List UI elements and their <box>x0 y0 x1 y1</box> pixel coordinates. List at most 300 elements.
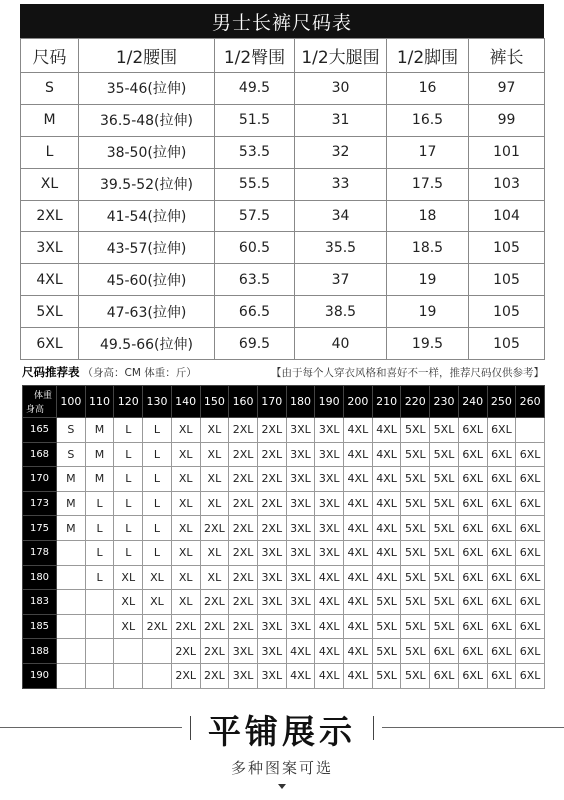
recommended-size-cell: 6XL <box>458 467 487 492</box>
weight-header-cell: 230 <box>430 386 459 418</box>
recommended-size-cell: 2XL <box>171 614 200 639</box>
size-chart-cell: 35.5 <box>295 232 387 264</box>
recommended-size-cell: XL <box>200 491 229 516</box>
recommended-size-cell: XL <box>114 614 143 639</box>
recommended-size-cell: 3XL <box>257 565 286 590</box>
recommended-size-cell: 6XL <box>487 565 516 590</box>
recommended-size-cell: 5XL <box>372 663 401 688</box>
recommended-size-cell: 4XL <box>344 590 373 615</box>
recommended-size-cell: 2XL <box>229 442 258 467</box>
height-row <box>23 565 545 590</box>
weight-header-cell: 210 <box>372 386 401 418</box>
size-chart-cell: 49.5-66(拉伸) <box>79 328 215 360</box>
recommended-size-cell: XL <box>171 467 200 492</box>
recommended-size-cell: 4XL <box>344 614 373 639</box>
recommended-size-cell: 5XL <box>401 442 430 467</box>
col-header-leg-opening: 1/2脚围 <box>387 39 469 73</box>
recommended-size-cell: 3XL <box>286 590 315 615</box>
size-chart-row <box>21 328 545 360</box>
size-chart-cell: 32 <box>295 136 387 168</box>
size-chart-cell: 37 <box>295 264 387 296</box>
recommended-size-cell: 5XL <box>401 565 430 590</box>
recommended-size-cell: 3XL <box>286 442 315 467</box>
height-header-cell: 178 <box>23 540 57 565</box>
recommended-size-cell: 5XL <box>401 663 430 688</box>
recommended-size-cell: M <box>57 516 86 541</box>
recommended-size-cell: 4XL <box>315 565 344 590</box>
size-chart-cell: 101 <box>469 136 545 168</box>
recommended-size-cell: 3XL <box>315 516 344 541</box>
weight-header-cell: 170 <box>257 386 286 418</box>
recommended-size-cell: 5XL <box>372 614 401 639</box>
recommended-size-cell: 6XL <box>458 418 487 443</box>
size-chart-row <box>21 73 545 105</box>
recommended-size-cell: L <box>114 418 143 443</box>
height-row <box>23 467 545 492</box>
recommended-size-cell: 6XL <box>487 540 516 565</box>
recommended-size-cell: 5XL <box>430 590 459 615</box>
recommended-size-cell: 2XL <box>171 639 200 664</box>
recommended-size-cell: XL <box>171 540 200 565</box>
recommended-size-cell: 3XL <box>315 418 344 443</box>
recommendation-title: 尺码推荐表 <box>22 365 80 379</box>
recommended-size-cell: 4XL <box>344 663 373 688</box>
recommended-size-cell: L <box>143 540 172 565</box>
recommended-size-cell: 4XL <box>372 491 401 516</box>
recommended-size-cell: M <box>85 418 114 443</box>
recommended-size-cell: 4XL <box>286 663 315 688</box>
recommended-size-cell: L <box>143 442 172 467</box>
recommended-size-cell: 2XL <box>257 442 286 467</box>
recommended-size-cell: 4XL <box>315 639 344 664</box>
weight-header-cell: 200 <box>344 386 373 418</box>
size-chart-cell: 33 <box>295 168 387 200</box>
size-chart-cell: 19.5 <box>387 328 469 360</box>
size-chart-cell: 30 <box>295 73 387 105</box>
size-chart-cell: 51.5 <box>215 104 295 136</box>
recommended-size-cell: 2XL <box>257 491 286 516</box>
recommended-size-cell: 6XL <box>516 663 545 688</box>
recommended-size-cell: 3XL <box>257 639 286 664</box>
size-chart-cell: 31 <box>295 104 387 136</box>
weight-header-cell: 260 <box>516 386 545 418</box>
recommended-size-cell: 6XL <box>458 639 487 664</box>
recommended-size-cell: XL <box>171 491 200 516</box>
recommended-size-cell <box>57 590 86 615</box>
recommended-size-cell: XL <box>171 442 200 467</box>
recommended-size-cell: 4XL <box>344 467 373 492</box>
recommended-size-cell: 5XL <box>401 516 430 541</box>
recommended-size-cell: S <box>57 418 86 443</box>
recommended-size-cell: 6XL <box>458 590 487 615</box>
recommended-size-cell: 2XL <box>229 491 258 516</box>
recommended-size-cell: XL <box>171 565 200 590</box>
height-row <box>23 614 545 639</box>
recommended-size-cell: 5XL <box>401 590 430 615</box>
recommended-size-cell <box>85 663 114 688</box>
recommended-size-cell: L <box>85 491 114 516</box>
recommended-size-cell <box>57 565 86 590</box>
recommended-size-cell: XL <box>143 565 172 590</box>
recommended-size-cell: 6XL <box>487 442 516 467</box>
height-header-cell: 183 <box>23 590 57 615</box>
corner-cell <box>23 386 57 418</box>
recommended-size-cell: 4XL <box>315 614 344 639</box>
recommended-size-cell: 2XL <box>200 639 229 664</box>
weight-header-row <box>23 386 545 418</box>
recommended-size-cell: 4XL <box>372 516 401 541</box>
recommended-size-cell: 6XL <box>516 491 545 516</box>
recommended-size-cell: 4XL <box>344 565 373 590</box>
size-chart-cell: 104 <box>469 200 545 232</box>
recommended-size-cell: 5XL <box>430 491 459 516</box>
recommended-size-cell: 5XL <box>430 614 459 639</box>
height-header-cell: 165 <box>23 418 57 443</box>
recommended-size-cell: 2XL <box>229 590 258 615</box>
recommended-size-cell: 2XL <box>143 614 172 639</box>
recommended-size-cell: L <box>114 516 143 541</box>
recommended-size-cell: 6XL <box>516 467 545 492</box>
weight-header-cell: 110 <box>85 386 114 418</box>
recommended-size-cell: 3XL <box>286 540 315 565</box>
size-chart-cell: 45-60(拉伸) <box>79 264 215 296</box>
recommendation-note: 【由于每个人穿衣风格和喜好不一样，推荐尺码仅供参考】 <box>271 366 544 379</box>
recommended-size-cell: 5XL <box>430 467 459 492</box>
size-chart-cell: 105 <box>469 232 545 264</box>
recommended-size-cell: 2XL <box>200 590 229 615</box>
recommended-size-cell: 4XL <box>344 491 373 516</box>
weight-header-cell: 100 <box>57 386 86 418</box>
size-chart-cell: M <box>21 104 79 136</box>
size-chart-cell: 105 <box>469 296 545 328</box>
recommended-size-cell: 2XL <box>229 418 258 443</box>
size-chart-row <box>21 136 545 168</box>
size-chart-cell: 16 <box>387 73 469 105</box>
recommended-size-cell: XL <box>171 516 200 541</box>
recommended-size-cell: XL <box>171 418 200 443</box>
recommended-size-cell <box>57 540 86 565</box>
recommended-size-cell: M <box>85 467 114 492</box>
recommended-size-cell: XL <box>171 590 200 615</box>
recommended-size-cell: 2XL <box>200 614 229 639</box>
weight-header-cell: 240 <box>458 386 487 418</box>
recommended-size-cell <box>143 663 172 688</box>
recommended-size-cell: 2XL <box>229 614 258 639</box>
size-chart-cell: 3XL <box>21 232 79 264</box>
arrow-down-icon <box>278 784 286 789</box>
size-chart-cell: 34 <box>295 200 387 232</box>
recommended-size-cell: 5XL <box>372 639 401 664</box>
recommended-size-cell: 6XL <box>458 614 487 639</box>
size-chart-cell: 18.5 <box>387 232 469 264</box>
recommended-size-cell: L <box>143 467 172 492</box>
size-chart-cell: 53.5 <box>215 136 295 168</box>
size-chart-cell: 16.5 <box>387 104 469 136</box>
size-chart-cell: 17 <box>387 136 469 168</box>
recommended-size-cell: 3XL <box>315 442 344 467</box>
recommended-size-cell: L <box>143 418 172 443</box>
recommended-size-cell: 5XL <box>430 565 459 590</box>
recommended-size-cell: 6XL <box>458 491 487 516</box>
recommended-size-cell: 4XL <box>315 590 344 615</box>
height-header-cell: 180 <box>23 565 57 590</box>
size-chart-cell: 105 <box>469 264 545 296</box>
recommended-size-cell: 4XL <box>286 639 315 664</box>
recommended-size-cell: 5XL <box>401 614 430 639</box>
recommended-size-cell: XL <box>200 442 229 467</box>
height-header-cell: 188 <box>23 639 57 664</box>
recommended-size-cell: 6XL <box>430 663 459 688</box>
corner-height-label: 身高 <box>26 405 45 415</box>
weight-header-cell: 140 <box>171 386 200 418</box>
size-chart-cell: 19 <box>387 296 469 328</box>
recommended-size-cell: 3XL <box>315 491 344 516</box>
height-header-cell: 170 <box>23 467 57 492</box>
recommended-size-cell: 3XL <box>315 467 344 492</box>
recommended-size-cell: 2XL <box>200 516 229 541</box>
recommended-size-cell: 3XL <box>286 491 315 516</box>
size-chart-cell: 38.5 <box>295 296 387 328</box>
corner-weight-label: 体重 <box>33 391 52 401</box>
size-chart-row <box>21 200 545 232</box>
col-header-size: 尺码 <box>21 39 79 73</box>
size-chart-cell: 6XL <box>21 328 79 360</box>
size-chart-row <box>21 264 545 296</box>
weight-header-cell: 250 <box>487 386 516 418</box>
height-row <box>23 516 545 541</box>
height-header-cell: 175 <box>23 516 57 541</box>
recommended-size-cell: 4XL <box>372 442 401 467</box>
height-row <box>23 663 545 688</box>
recommended-size-cell: L <box>114 491 143 516</box>
recommended-size-cell: 6XL <box>516 565 545 590</box>
size-chart-table <box>20 38 545 360</box>
recommended-size-cell: 4XL <box>315 663 344 688</box>
height-header-cell: 190 <box>23 663 57 688</box>
flat-lay-title: 平铺展示 <box>208 712 356 751</box>
recommended-size-cell: 2XL <box>229 516 258 541</box>
weight-header-cell: 190 <box>315 386 344 418</box>
recommended-size-cell: 6XL <box>430 639 459 664</box>
size-chart-cell: 5XL <box>21 296 79 328</box>
recommended-size-cell: 5XL <box>401 467 430 492</box>
size-chart-cell: 105 <box>469 328 545 360</box>
recommended-size-cell: 5XL <box>372 590 401 615</box>
recommendation-caption <box>22 362 544 382</box>
size-chart-cell: S <box>21 73 79 105</box>
size-chart-cell: 40 <box>295 328 387 360</box>
recommended-size-cell: 5XL <box>401 540 430 565</box>
recommended-size-cell: 4XL <box>344 442 373 467</box>
recommended-size-cell: 6XL <box>487 418 516 443</box>
recommended-size-cell: 2XL <box>200 663 229 688</box>
height-row <box>23 639 545 664</box>
recommended-size-cell: L <box>143 516 172 541</box>
recommended-size-cell: 5XL <box>430 442 459 467</box>
recommended-size-cell: 6XL <box>487 467 516 492</box>
size-chart-cell: 103 <box>469 168 545 200</box>
recommended-size-cell: 3XL <box>286 516 315 541</box>
size-chart-cell: 39.5-52(拉伸) <box>79 168 215 200</box>
recommended-size-cell: M <box>57 491 86 516</box>
recommended-size-cell: 3XL <box>257 663 286 688</box>
recommended-size-cell: 2XL <box>257 467 286 492</box>
size-chart-header-row <box>21 39 545 73</box>
size-chart-cell: XL <box>21 168 79 200</box>
recommended-size-cell <box>85 590 114 615</box>
size-chart-cell: 66.5 <box>215 296 295 328</box>
height-header-cell: 185 <box>23 614 57 639</box>
size-chart-cell: 41-54(拉伸) <box>79 200 215 232</box>
weight-header-cell: 130 <box>143 386 172 418</box>
recommended-size-cell: 6XL <box>458 540 487 565</box>
height-row <box>23 590 545 615</box>
weight-header-cell: 160 <box>229 386 258 418</box>
size-chart-cell: L <box>21 136 79 168</box>
recommended-size-cell: 6XL <box>487 590 516 615</box>
weight-header-cell: 220 <box>401 386 430 418</box>
recommended-size-cell: 6XL <box>516 639 545 664</box>
recommended-size-cell: 3XL <box>229 639 258 664</box>
recommended-size-cell: 6XL <box>487 663 516 688</box>
recommended-size-cell: 4XL <box>344 516 373 541</box>
weight-header-cell: 180 <box>286 386 315 418</box>
col-header-hip: 1/2臀围 <box>215 39 295 73</box>
recommended-size-cell <box>57 614 86 639</box>
recommended-size-cell: 4XL <box>372 467 401 492</box>
recommended-size-cell: L <box>114 442 143 467</box>
size-chart-cell: 57.5 <box>215 200 295 232</box>
recommended-size-cell: XL <box>143 590 172 615</box>
size-chart-cell: 35-46(拉伸) <box>79 73 215 105</box>
recommended-size-cell: S <box>57 442 86 467</box>
recommended-size-cell: 3XL <box>286 565 315 590</box>
size-chart-row <box>21 104 545 136</box>
recommendation-units: （身高：CM 体重：斤） <box>82 366 197 379</box>
size-chart-cell: 36.5-48(拉伸) <box>79 104 215 136</box>
size-chart-cell: 55.5 <box>215 168 295 200</box>
recommended-size-cell: 4XL <box>344 418 373 443</box>
recommended-size-cell: 2XL <box>229 565 258 590</box>
recommended-size-cell: 5XL <box>430 418 459 443</box>
col-header-thigh: 1/2大腿围 <box>295 39 387 73</box>
recommended-size-cell: 5XL <box>401 639 430 664</box>
recommended-size-cell <box>85 614 114 639</box>
height-row <box>23 418 545 443</box>
size-chart-cell: 4XL <box>21 264 79 296</box>
recommended-size-cell: 3XL <box>229 663 258 688</box>
recommended-size-cell: 5XL <box>401 491 430 516</box>
recommended-size-cell: 4XL <box>372 418 401 443</box>
size-chart-cell: 43-57(拉伸) <box>79 232 215 264</box>
weight-header-cell: 120 <box>114 386 143 418</box>
size-chart-cell: 18 <box>387 200 469 232</box>
recommended-size-cell: 3XL <box>257 540 286 565</box>
size-chart-cell: 47-63(拉伸) <box>79 296 215 328</box>
recommended-size-cell: 6XL <box>487 639 516 664</box>
recommended-size-cell: 6XL <box>516 516 545 541</box>
recommended-size-cell: L <box>114 540 143 565</box>
recommended-size-cell <box>114 639 143 664</box>
recommended-size-cell: L <box>85 540 114 565</box>
recommended-size-cell: XL <box>200 418 229 443</box>
recommended-size-cell: 6XL <box>516 540 545 565</box>
recommended-size-cell: 3XL <box>286 418 315 443</box>
size-chart-cell: 99 <box>469 104 545 136</box>
recommended-size-cell: XL <box>114 590 143 615</box>
size-chart-cell: 19 <box>387 264 469 296</box>
recommended-size-cell: 6XL <box>487 491 516 516</box>
recommended-size-cell: 5XL <box>430 540 459 565</box>
size-chart-cell: 63.5 <box>215 264 295 296</box>
recommended-size-cell: 3XL <box>257 590 286 615</box>
recommended-size-cell: 3XL <box>286 614 315 639</box>
recommended-size-cell: 5XL <box>430 516 459 541</box>
recommended-size-cell: 5XL <box>401 418 430 443</box>
recommended-size-cell: L <box>114 467 143 492</box>
size-chart-row <box>21 296 545 328</box>
recommended-size-cell: 6XL <box>516 590 545 615</box>
recommended-size-cell: XL <box>200 565 229 590</box>
height-row <box>23 442 545 467</box>
col-header-length: 裤长 <box>469 39 545 73</box>
size-chart-cell: 97 <box>469 73 545 105</box>
recommended-size-cell <box>114 663 143 688</box>
recommended-size-cell: L <box>85 565 114 590</box>
recommended-size-cell <box>143 639 172 664</box>
size-chart-cell: 49.5 <box>215 73 295 105</box>
recommended-size-cell: 6XL <box>458 516 487 541</box>
height-row <box>23 491 545 516</box>
recommended-size-cell: 6XL <box>458 565 487 590</box>
recommended-size-cell: 4XL <box>344 540 373 565</box>
size-chart-cell: 69.5 <box>215 328 295 360</box>
recommended-size-cell: M <box>57 467 86 492</box>
flat-lay-subtitle: 多种图案可选 <box>230 759 333 777</box>
recommended-size-cell: 6XL <box>516 442 545 467</box>
recommended-size-cell: XL <box>114 565 143 590</box>
recommended-size-cell: 6XL <box>458 663 487 688</box>
recommended-size-cell: M <box>85 442 114 467</box>
recommended-size-cell <box>57 663 86 688</box>
size-chart-row <box>21 168 545 200</box>
size-chart-title: 男士长裤尺码表 <box>20 4 544 38</box>
recommended-size-cell: 4XL <box>344 639 373 664</box>
recommended-size-cell: 2XL <box>171 663 200 688</box>
recommended-size-cell: 4XL <box>372 565 401 590</box>
size-chart-row <box>21 232 545 264</box>
recommendation-table <box>22 385 545 689</box>
height-header-cell: 168 <box>23 442 57 467</box>
recommended-size-cell: 3XL <box>315 540 344 565</box>
recommended-size-cell: XL <box>200 467 229 492</box>
weight-header-cell: 150 <box>200 386 229 418</box>
size-chart-cell: 60.5 <box>215 232 295 264</box>
col-header-waist: 1/2腰围 <box>79 39 215 73</box>
recommended-size-cell: L <box>143 491 172 516</box>
size-chart-cell: 17.5 <box>387 168 469 200</box>
size-chart-cell: 38-50(拉伸) <box>79 136 215 168</box>
recommended-size-cell: 6XL <box>487 614 516 639</box>
recommended-size-cell: L <box>85 516 114 541</box>
recommended-size-cell <box>516 418 545 443</box>
recommended-size-cell: 2XL <box>229 540 258 565</box>
recommended-size-cell: 3XL <box>286 467 315 492</box>
size-chart-cell: 2XL <box>21 200 79 232</box>
recommended-size-cell: 6XL <box>516 614 545 639</box>
recommended-size-cell: 6XL <box>487 516 516 541</box>
recommended-size-cell: 2XL <box>229 467 258 492</box>
